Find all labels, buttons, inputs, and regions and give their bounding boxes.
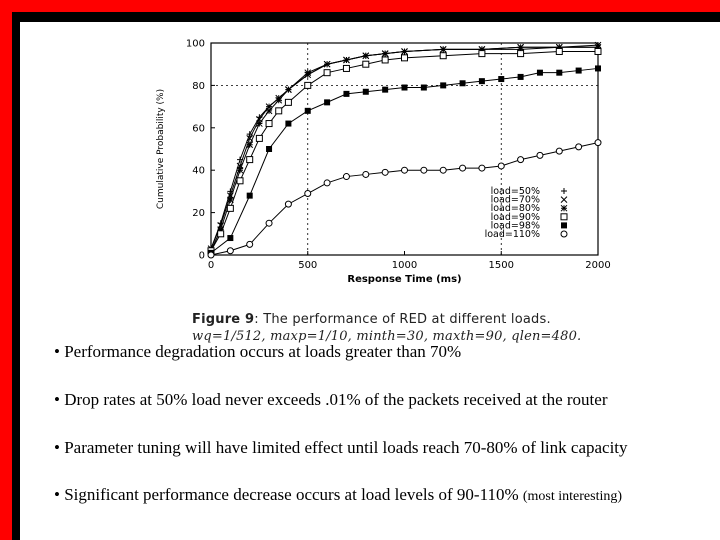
series-3-point	[595, 48, 601, 54]
series-3-point	[440, 53, 446, 59]
series-4-point	[305, 108, 311, 114]
series-4-point	[498, 76, 504, 82]
response-time-chart	[20, 22, 720, 312]
series-4-point	[595, 65, 601, 71]
series-5-point	[247, 241, 253, 247]
x-tick-label: 0	[207, 260, 215, 271]
series-3-point	[343, 65, 349, 71]
legend-marker	[561, 231, 567, 237]
series-3-point	[382, 57, 388, 63]
bullet-3	[54, 438, 628, 458]
series-4-point	[537, 70, 543, 76]
series-3-point	[266, 121, 272, 127]
figure-caption	[192, 311, 632, 345]
series-5-point	[479, 165, 485, 171]
y-tick-label: 100	[185, 38, 205, 50]
y-tick-label: 80	[192, 80, 205, 92]
series-3-point	[324, 70, 330, 76]
series-5-point	[402, 167, 408, 173]
series-5-point	[518, 157, 524, 163]
y-axis-label: Cumulative Probability (%)	[156, 88, 166, 210]
series-4-point	[227, 235, 233, 241]
legend-label: load=98%	[490, 220, 540, 232]
bullet-1	[54, 342, 461, 362]
series-2-point	[305, 70, 311, 76]
series-3-point	[402, 55, 408, 61]
series-2-point	[266, 108, 272, 114]
bullet-3-text: • Parameter tuning will have limited effect until loads reach 70-80% of link capacity	[54, 438, 628, 457]
series-5-point	[285, 201, 291, 207]
series-5-point	[227, 248, 233, 254]
series-3-point	[479, 51, 485, 57]
series-3-point	[247, 157, 253, 163]
series-4-point	[363, 89, 369, 95]
series-2-point	[285, 87, 291, 93]
series-4-point	[247, 193, 253, 199]
x-tick-label: 500	[298, 260, 318, 271]
series-3-point	[276, 108, 282, 114]
series-4-point	[440, 82, 446, 88]
y-tick-label: 40	[192, 165, 205, 177]
series-4-point	[382, 87, 388, 93]
figure-params: wq=1/512, maxp=1/10, minth=30, maxth=90, qlen=480.	[192, 329, 582, 344]
bullet-4-note: (most interesting)	[522, 489, 623, 504]
series-2-point	[382, 51, 388, 57]
series-4-point	[556, 70, 562, 76]
series-5-point	[382, 169, 388, 175]
series-3-point	[218, 231, 224, 237]
x-tick-label: 1500	[488, 260, 514, 271]
series-4-point	[479, 78, 485, 84]
bullet-4-text: • Significant performance decrease occurs at load levels of 90-110%	[54, 485, 519, 504]
series-5-point	[595, 140, 601, 146]
legend-marker	[561, 197, 567, 203]
series-2-point	[276, 97, 282, 103]
legend-label: load=80%	[490, 203, 540, 215]
series-5-point	[440, 167, 446, 173]
bullet-2-text: • Drop rates at 50% load never exceeds .01% of the packets received at the router	[54, 390, 608, 409]
series-5-point	[576, 144, 582, 150]
series-5-point	[363, 171, 369, 177]
legend-label: load=50%	[490, 186, 540, 197]
series-5-point	[266, 220, 272, 226]
series-4-point	[518, 74, 524, 80]
series-2-point	[440, 46, 446, 52]
series-2-point	[595, 42, 601, 48]
series-2-point	[237, 167, 243, 173]
series-3-point	[305, 82, 311, 88]
series-3-point	[285, 99, 291, 105]
bullet-2	[54, 390, 608, 410]
y-tick-label: 0	[198, 250, 205, 262]
series-5-point	[460, 165, 466, 171]
legend-marker	[561, 214, 567, 220]
series-2-point	[256, 121, 262, 127]
series-4-point	[460, 80, 466, 86]
legend-marker	[561, 188, 567, 194]
x-axis-label: Response Time (ms)	[347, 274, 462, 285]
y-tick-label: 60	[192, 123, 205, 135]
series-3-point	[363, 61, 369, 67]
series-2-point	[518, 44, 524, 50]
series-3-point	[237, 178, 243, 184]
series-2-point	[247, 142, 253, 148]
series-4-point	[576, 68, 582, 74]
bullet-1-text: • Performance degradation occurs at loads greater than 70%	[54, 342, 462, 361]
x-tick-label: 1000	[391, 260, 418, 271]
series-4-point	[343, 91, 349, 97]
series-5-point	[208, 252, 214, 258]
series-4-point	[285, 121, 291, 127]
bullet-4	[54, 485, 622, 505]
y-tick-label: 20	[192, 208, 205, 220]
series-2-point	[324, 61, 330, 67]
figure-label: Figure 9	[192, 312, 255, 327]
series-2-point	[343, 57, 349, 63]
legend-label: load=70%	[490, 194, 540, 206]
x-tick-label: 2000	[585, 260, 611, 271]
series-2-point	[363, 53, 369, 59]
legend-label: load=90%	[490, 211, 540, 223]
legend-marker	[561, 222, 567, 228]
legend-marker	[561, 205, 567, 211]
figure-text: : The performance of RED at different loads.	[254, 312, 551, 327]
series-3-point	[518, 51, 524, 57]
series-5-point	[324, 180, 330, 186]
series-3-point	[256, 135, 262, 141]
slide-content	[20, 22, 720, 540]
series-5-point	[421, 167, 427, 173]
series-4-point	[421, 85, 427, 91]
series-3-point	[227, 205, 233, 211]
series-4-point	[402, 85, 408, 91]
series-5-point	[498, 163, 504, 169]
series-3-point	[556, 48, 562, 54]
series-5-point	[556, 148, 562, 154]
series-5-point	[343, 174, 349, 180]
series-4-point	[266, 146, 272, 152]
legend-label: load=110%	[484, 229, 540, 240]
series-4-point	[324, 99, 330, 105]
series-2-point	[402, 48, 408, 54]
series-5-point	[305, 191, 311, 197]
series-5-point	[537, 152, 543, 158]
